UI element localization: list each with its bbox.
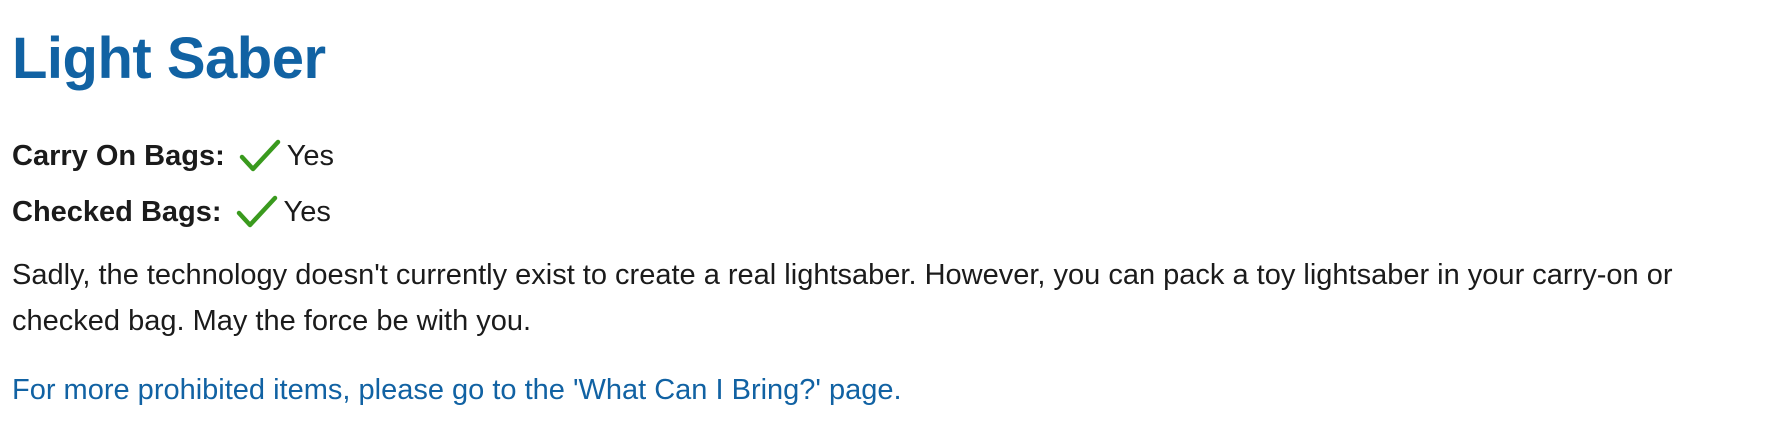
checkmark-icon xyxy=(236,194,278,230)
page-title: Light Saber xyxy=(12,26,326,91)
checked-bag-value: Yes xyxy=(283,196,331,228)
checkmark-icon xyxy=(239,138,281,174)
carry-on-rule xyxy=(12,134,1754,178)
carry-on-value: Yes xyxy=(286,140,335,172)
checked-bag-label: Checked Bags: xyxy=(12,196,222,228)
carry-on-label: Carry On Bags: xyxy=(12,140,225,172)
checked-bag-rule xyxy=(12,190,1754,234)
what-can-i-bring-link[interactable]: For more prohibited items, please go to the 'What Can I Bring?' page. xyxy=(12,374,902,406)
item-description: Sadly, the technology doesn't currently exist to create a real lightsaber. However, you can pack a toy lightsaber in your carry-on or checked bag. May the force be with you. xyxy=(12,259,1673,337)
